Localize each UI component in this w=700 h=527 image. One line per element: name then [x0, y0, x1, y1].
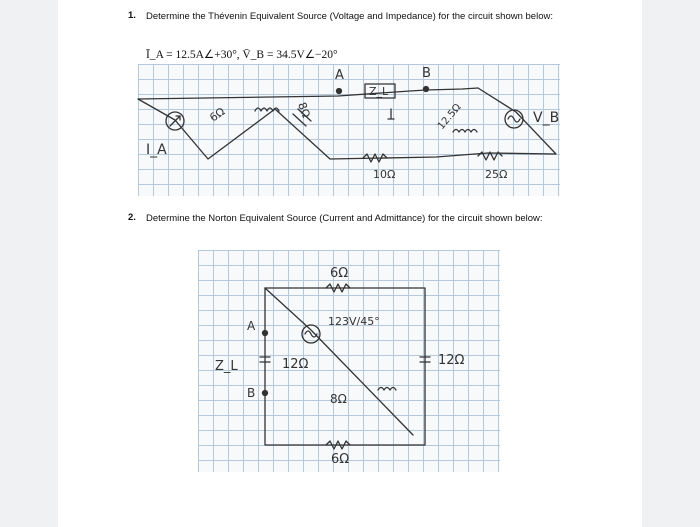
r2-label: 8Ω	[295, 100, 313, 120]
load-label: Z_L	[215, 359, 238, 374]
circuit-2-diagram	[198, 250, 500, 472]
r4-label: 12.5Ω	[435, 101, 464, 132]
node-a-label: A	[247, 319, 256, 333]
node-b-label: B	[247, 386, 256, 400]
question-1-text: Determine the Thévenin Equivalent Source (Voltage and Impedance) for the circuit shown below:	[146, 11, 553, 22]
node-a-label: A	[335, 68, 344, 83]
question-1-number: 1.	[128, 10, 136, 21]
source-b-label: V_B	[533, 110, 560, 126]
source-a-label: I_A	[146, 142, 167, 158]
top-r-label: 6Ω	[330, 266, 349, 281]
left-margin	[0, 0, 58, 527]
load-label: Z_L	[369, 85, 389, 98]
question-2-text: Determine the Norton Equivalent Source (Current and Admittance) for the circuit shown below:	[146, 213, 543, 224]
node-b-label: B	[422, 66, 431, 81]
left-c-label: 12Ω	[282, 357, 309, 372]
r5-label: 25Ω	[485, 168, 508, 181]
source-label: 123V/45°	[328, 315, 380, 328]
right-margin	[642, 0, 700, 527]
question-2-number: 2.	[128, 212, 136, 223]
circuit-1-diagram	[138, 64, 560, 196]
right-c-label: 12Ω	[438, 353, 465, 368]
bottom-r-label: 6Ω	[331, 452, 350, 467]
circuit-2-photo	[198, 250, 500, 472]
question-1-formula: Ī_A = 12.5A∠+30°, V̄_B = 34.5V∠−20°	[146, 49, 338, 61]
document-page	[58, 0, 642, 527]
r3-label: 10Ω	[373, 168, 396, 181]
r1-label: 6Ω	[207, 104, 228, 125]
diag-l-label: 8Ω	[330, 392, 347, 406]
circuit-1-photo	[138, 64, 560, 196]
